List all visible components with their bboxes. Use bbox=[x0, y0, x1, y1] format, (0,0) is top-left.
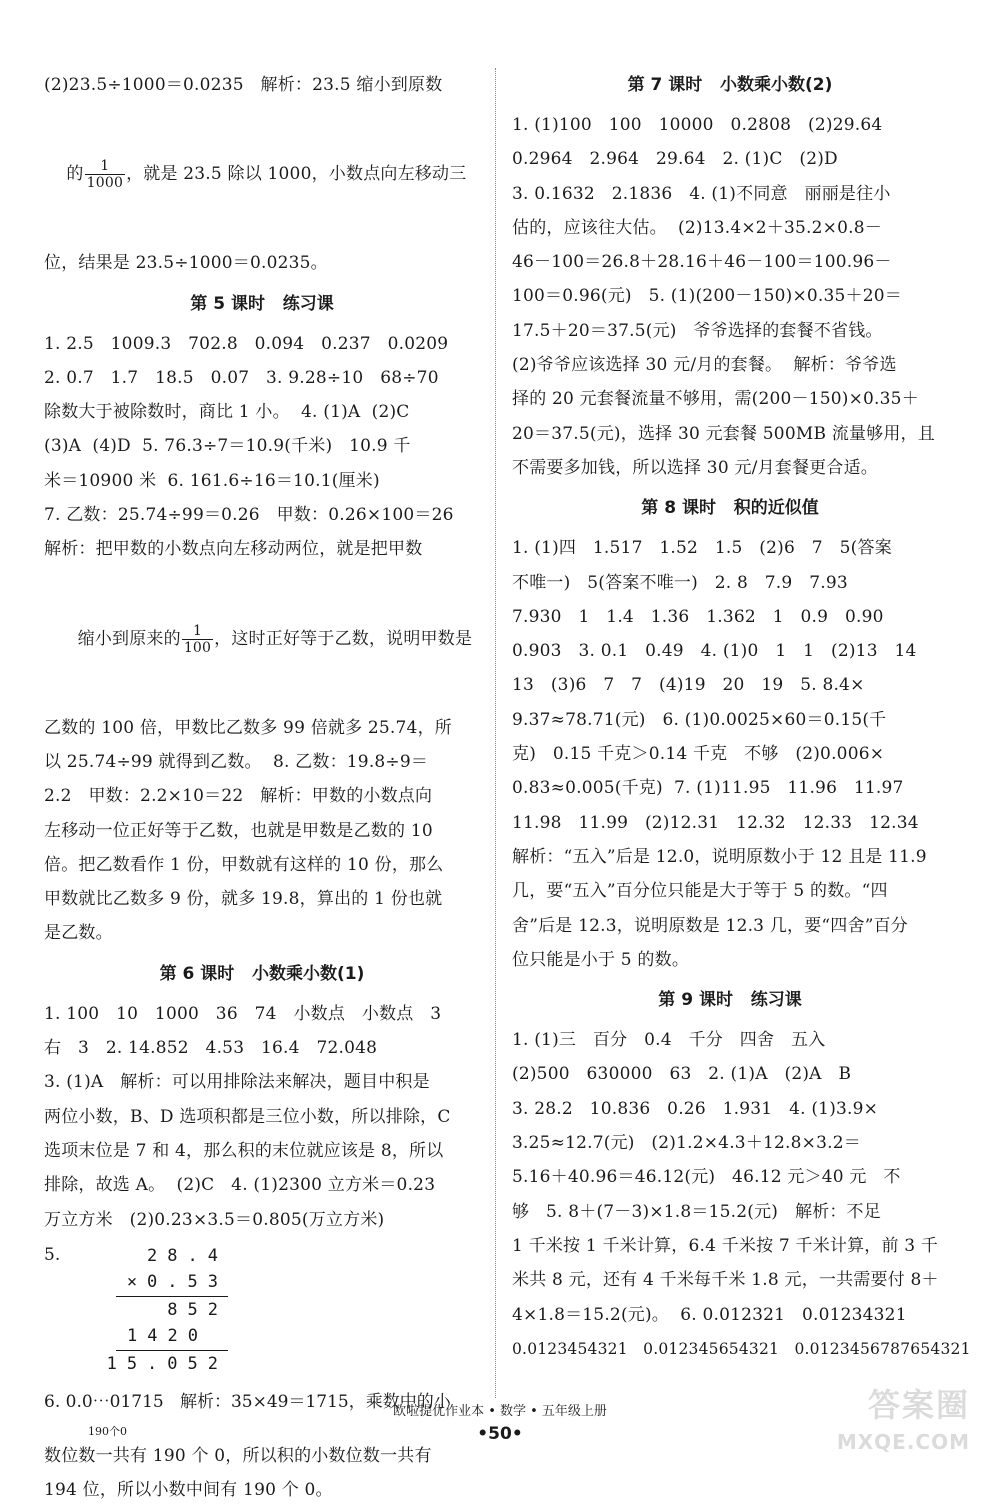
text-line: 3.25≈12.7(元) (2)1.2×4.3＋12.8×3.2＝ bbox=[512, 1133, 861, 1154]
text-line: 几，要“五入”百分位只能是大于等于 5 的数。“四 bbox=[512, 881, 888, 902]
lesson-7-answers bbox=[512, 108, 948, 485]
calc-row: 28.4 bbox=[147, 1245, 228, 1266]
text-line: 2. 0.7 1.7 18.5 0.07 3. 9.28÷10 68÷70 bbox=[44, 367, 439, 388]
lesson-8-heading: 第 8 课时 积的近似值 bbox=[641, 498, 819, 519]
text-line: 位只能是小于 5 的数。 bbox=[512, 949, 690, 970]
lesson-5-answers bbox=[44, 327, 480, 951]
watermark-text: 答案圈 bbox=[867, 1386, 970, 1424]
text-line: 不唯一) 5(答案不唯一) 2. 8 7.9 7.93 bbox=[512, 572, 848, 593]
text-line: 倍。把乙数看作 1 份，甲数就有这样的 10 份，那么 bbox=[44, 854, 444, 875]
text-line: 1. 100 10 1000 36 74 小数点 小数点 3 bbox=[44, 1003, 442, 1024]
lesson-7-heading: 第 7 课时 小数乘小数(2) bbox=[627, 75, 833, 95]
calc-row: 15.052 bbox=[106, 1353, 228, 1374]
text-line: 4×1.8＝15.2(元)。 6. 0.012321 0.01234321 bbox=[512, 1304, 907, 1325]
fraction-numerator: 1 bbox=[182, 623, 213, 640]
text-line: 位，结果是 23.5÷1000＝0.0235。 bbox=[44, 253, 328, 274]
left-column bbox=[44, 68, 480, 1507]
text-line: 米＝10900 米 6. 161.6÷16＝10.1(厘米) bbox=[44, 470, 380, 491]
text-line: 7. 乙数：25.74÷99＝0.26 甲数：0.26×100＝26 bbox=[44, 505, 454, 526]
text-line: (2)500 630000 63 2. (1)A (2)A B bbox=[512, 1064, 852, 1085]
text-line: 3. 0.1632 2.1836 4. (1)不同意 丽丽是往小 bbox=[512, 183, 891, 204]
text-line: 甲数就比乙数多 9 份，就多 19.8，算出的 1 份也就 bbox=[44, 889, 443, 910]
text-line: 克) 0.15 千克＞0.14 千克 不够 (2)0.006× bbox=[512, 744, 885, 765]
calc-row: 1420 bbox=[127, 1325, 208, 1346]
text-line: 左移动一位正好等于乙数，也就是甲数是乙数的 10 bbox=[44, 820, 433, 841]
text-line: 解析：“五入”后是 12.0，说明原数小于 12 且是 11.9 bbox=[512, 846, 927, 867]
lesson-6-answers bbox=[44, 997, 480, 1237]
calc-row: 852 bbox=[167, 1299, 228, 1320]
text-line: 万立方米 (2)0.23×3.5＝0.805(万立方米) bbox=[44, 1209, 385, 1230]
text-line: 9.37≈78.71(元) 6. (1)0.0025×60＝0.15(千 bbox=[512, 709, 887, 730]
calc-row: ×0.53 bbox=[126, 1271, 228, 1292]
text-line: 米共 8 元，还有 4 千米每千米 1.8 元，一共需要付 8＋ bbox=[512, 1270, 939, 1291]
text-line: 7.930 1 1.4 1.36 1.362 1 0.9 0.90 bbox=[512, 606, 884, 627]
text-line: 除数大于被除数时，商比 1 小。 4. (1)A (2)C bbox=[44, 402, 410, 423]
text-line: 两位小数，B、D 选项积都是三位小数，所以排除，C bbox=[44, 1106, 451, 1127]
watermark-logo bbox=[828, 1380, 978, 1460]
column-divider bbox=[495, 68, 496, 1398]
text-line: 13 (3)6 7 7 (4)19 20 19 5. 8.4× bbox=[512, 675, 865, 696]
lesson-9-answers bbox=[512, 1023, 971, 1366]
fraction-denominator: 100 bbox=[183, 639, 212, 656]
text-line: 17.5＋20＝37.5(元) 爷爷选择的套餐不省钱。 bbox=[512, 320, 883, 341]
lesson-8-answers bbox=[512, 531, 948, 977]
text-line: 0.903 3. 0.1 0.49 4. (1)0 1 1 (2)13 14 bbox=[512, 641, 917, 662]
text-line: (2)23.5÷1000＝0.0235 解析：23.5 缩小到原数 bbox=[44, 75, 443, 95]
text-line: 估的，应该往大估。 (2)13.4×2＋35.2×0.8－ bbox=[512, 217, 882, 238]
text-line: 0.0123454321 0.012345654321 0.0123456787654321 bbox=[512, 1339, 971, 1358]
text-line: 不需要多加钱，所以选择 30 元/月套餐更合适。 bbox=[512, 457, 878, 478]
text-line: 1. 2.5 1009.3 702.8 0.094 0.237 0.0209 bbox=[44, 333, 449, 354]
text-line: 舍”后是 12.3，说明原数是 12.3 几，要“四舍”百分 bbox=[512, 915, 908, 936]
lesson-6-heading: 第 6 课时 小数乘小数(1) bbox=[159, 963, 365, 984]
text-line: 数位数一共有 190 个 0，所以积的小数位数一共有 bbox=[44, 1445, 432, 1466]
text-line: 1. (1)三 百分 0.4 千分 四舍 五入 bbox=[512, 1030, 826, 1051]
fraction bbox=[182, 623, 213, 656]
text-line: 1. (1)100 100 10000 0.2808 (2)29.64 bbox=[512, 115, 883, 135]
text-fragment: 的 bbox=[66, 164, 84, 185]
fraction bbox=[85, 158, 125, 191]
text-line: 11.98 11.99 (2)12.31 12.32 12.33 12.34 bbox=[512, 812, 919, 833]
text-fragment: ，这时正好等于乙数，说明甲数是 bbox=[214, 628, 473, 649]
text-fragment: ，就是 23.5 除以 1000，小数点向左移动三 bbox=[126, 164, 467, 185]
text-line: 0.83≈0.005(千克) 7. (1)11.95 11.96 11.97 bbox=[512, 778, 904, 799]
book-title-footer: 欧啦提优作业本 • 数学 • 五年级上册 bbox=[393, 1404, 607, 1419]
text-line: 46－100＝26.8＋28.16＋46－100＝100.96－ bbox=[512, 252, 892, 273]
fraction-denominator: 1000 bbox=[86, 175, 124, 192]
fraction-numerator: 1 bbox=[85, 158, 125, 175]
text-line: 是乙数。 bbox=[44, 923, 113, 944]
text-line: 2.2 甲数：2.2×10＝22 解析：甲数的小数点向 bbox=[44, 786, 433, 807]
text-line: 6. 0.0⋯01715 解析：35×49＝1715，乘数中的小 bbox=[44, 1391, 451, 1412]
text-line: 以 25.74÷99 就得到乙数。 8. 乙数：19.8÷9＝ bbox=[44, 751, 429, 772]
brace-note: 190个0 bbox=[88, 1424, 127, 1438]
text-line: 择的 20 元套餐流量不够用，需(200－150)×0.35＋ bbox=[512, 389, 919, 410]
text-line: 0.2964 2.964 29.64 2. (1)C (2)D bbox=[512, 149, 838, 170]
text-line: 排除，故选 A。 (2)C 4. (1)2300 立方米＝0.23 bbox=[44, 1175, 436, 1196]
text-line-with-fraction bbox=[44, 567, 480, 711]
text-line: 5.16＋40.96＝46.12(元) 46.12 元＞40 元 不 bbox=[512, 1167, 901, 1188]
question-number: 5. bbox=[44, 1244, 61, 1265]
text-line: 20＝37.5(元)，选择 30 元套餐 500MB 流量够用，且 bbox=[512, 423, 935, 444]
text-line: 3. 28.2 10.836 0.26 1.931 4. (1)3.9× bbox=[512, 1098, 879, 1119]
watermark-url: MXQE.COM bbox=[836, 1430, 970, 1454]
text-line: 右 3 2. 14.852 4.53 16.4 72.048 bbox=[44, 1038, 378, 1059]
right-column bbox=[512, 68, 971, 1366]
text-line: 3. (1)A 解析：可以用排除法来解决，题目中积是 bbox=[44, 1072, 430, 1093]
text-line: 够 5. 8＋(7－3)×1.8＝15.2(元) 解析：不足 bbox=[512, 1201, 881, 1222]
text-line: 194 位，所以小数中间有 190 个 0。 bbox=[44, 1480, 333, 1501]
text-line: 1. (1)四 1.517 1.52 1.5 (2)6 7 5(答案 bbox=[512, 538, 892, 559]
text-line: (3)A (4)D 5. 76.3÷7＝10.9(千米) 10.9 千 bbox=[44, 436, 411, 457]
text-line: 100＝0.96(元) 5. (1)(200－150)×0.35＋20＝ bbox=[512, 286, 902, 307]
text-line: (2)爷爷应该选择 30 元/月的套餐。 解析：爷爷选 bbox=[512, 355, 897, 376]
text-line: 1 千米按 1 千米计算，6.4 千米按 7 千米计算，前 3 千 bbox=[512, 1235, 939, 1256]
text-line: 选项末位是 7 和 4，那么积的末位就应该是 8，所以 bbox=[44, 1140, 444, 1161]
text-line: 解析：把甲数的小数点向左移动两位，就是把甲数 bbox=[44, 539, 423, 560]
vertical-multiplication bbox=[44, 1243, 480, 1373]
lesson-5-heading: 第 5 课时 练习课 bbox=[190, 293, 334, 314]
text-fragment: 缩小到原来的 bbox=[77, 628, 181, 649]
text-line: 乙数的 100 倍，甲数比乙数多 99 倍就多 25.74，所 bbox=[44, 717, 452, 738]
text-line-with-fraction bbox=[44, 102, 480, 246]
lesson-9-heading: 第 9 课时 练习课 bbox=[658, 990, 802, 1011]
page-number: •50• bbox=[477, 1424, 523, 1444]
